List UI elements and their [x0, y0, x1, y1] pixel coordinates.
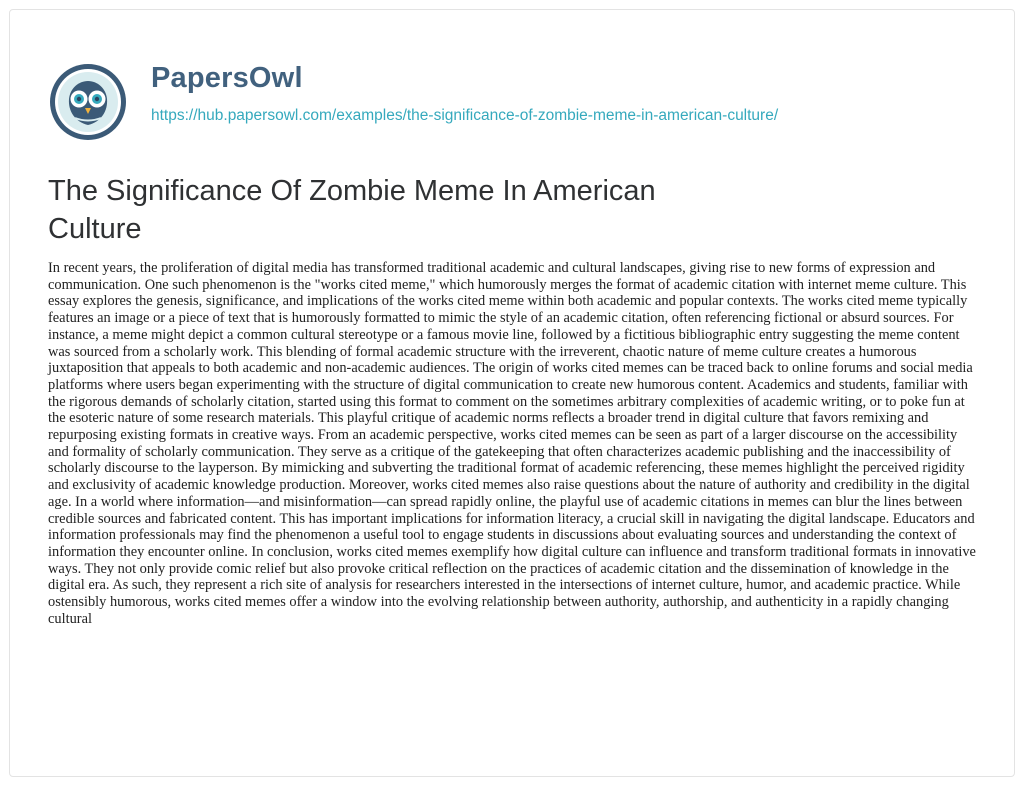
source-url-link[interactable]: https://hub.papersowl.com/examples/the-significance-of-zombie-meme-in-american-culture/ [151, 107, 779, 124]
essay-title: The Significance Of Zombie Meme In American Culture [48, 175, 656, 245]
brand-name[interactable]: PapersOwl [151, 62, 303, 94]
owl-logo-icon[interactable] [48, 62, 128, 142]
header [48, 58, 978, 138]
essay-body: In recent years, the proliferation of digital media has transformed traditional academic and cultural landscapes, giving rise to new forms of expression and communication. One such phenomenon is the "works cited meme," which humorously merges the format of academic citation with internet meme culture. This essay explores the genesis, significance, and implications of the works cited meme within both academic and popular contexts. The works cited meme typically features an image or a piece of text that is humorously formatted to mimic the style of an academic citation, often referencing fictional or absurd sources. For instance, a meme might depict a common cultural stereotype or a famous movie line, followed by a fictitious bibliographic entry suggesting the meme content was sourced from a scholarly work. This blending of formal academic structure with the irreverent, chaotic nature of meme culture creates a humorous juxtaposition that appeals to both academic and non-academic audiences. The origin of works cited memes can be traced back to online forums and social media platforms where users began experimenting with the structure of digital communication to create new humorous content. Academics and students, familiar with the rigorous demands of scholarly citation, started using this format to comment on the sometimes arbitrary complexities of academic writing, or to poke fun at the esoteric nature of some research materials. This playful critique of academic norms reflects a broader trend in digital culture that favors remixing and repurposing existing formats in creative ways. From an academic perspective, works cited memes can be seen as part of a larger discourse on the accessibility and formality of scholarly communication. They serve as a critique of the gatekeeping that often characterizes academic publishing and the inaccessibility of scholarly discourse to the layperson. By mimicking and subverting the traditional format of academic referencing, these memes highlight the perceived rigidity and exclusivity of academic knowledge production. Moreover, works cited memes also raise questions about the nature of authority and credibility in the digital age. In a world where information—and misinformation—can spread rapidly online, the playful use of academic citations in memes can blur the lines between credible sources and fabricated content. This has important implications for information literacy, a crucial skill in navigating the digital landscape. Educators and information professionals may find the phenomenon a useful tool to engage students in discussions about evaluating sources and understanding the context of information they encounter online. In conclusion, works cited memes exemplify how digital culture can influence and transform traditional formats in innovative ways. They not only provide comic relief but also provoke critical reflection on the practices of academic citation and the dissemination of knowledge in the digital era. As such, they represent a rich site of analysis for researchers interested in the intersections of internet culture, humor, and academic practice. While ostensibly humorous, works cited memes offer a window into the evolving relationship between authority, authorship, and authenticity in a rapidly changing cultural [48, 260, 976, 627]
